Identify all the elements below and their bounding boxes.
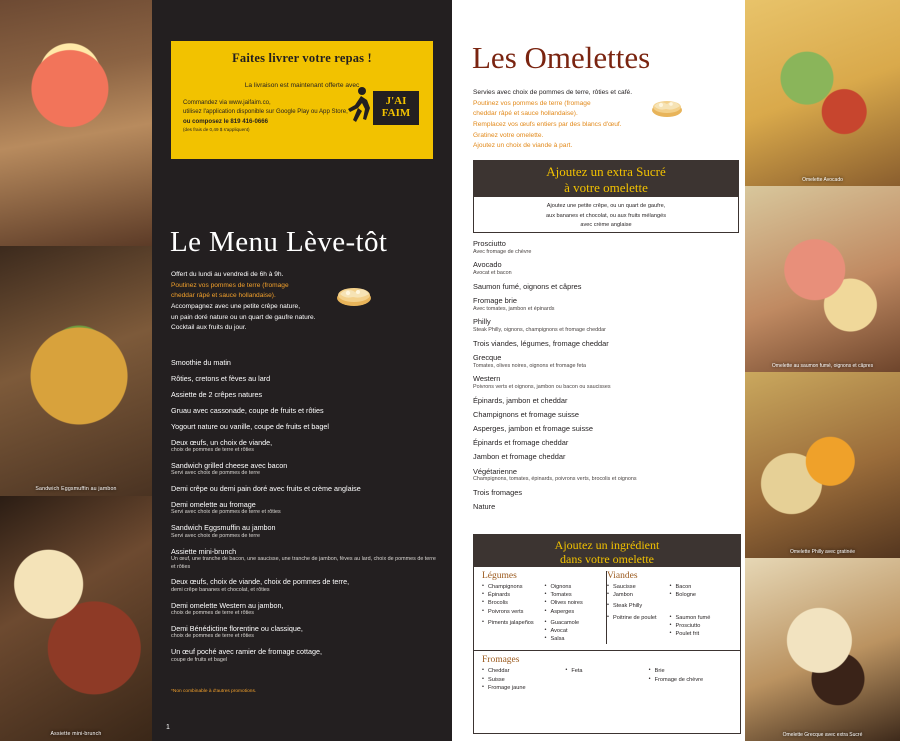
- photo-caption: Omelette au saumon fumé, oignons et câpres: [771, 363, 874, 369]
- delivery-line-3-note: (des frais de 0,49 $ s'appliquent): [183, 127, 250, 133]
- left-menu-title: Le Menu Lève-tôt: [170, 226, 388, 258]
- menu-item: [171, 547, 439, 571]
- menu-item-name: Philly: [473, 317, 491, 327]
- ingredient-item: • Poulet frit: [670, 630, 733, 638]
- extra-sucre-header: [473, 160, 739, 197]
- menu-item: [171, 374, 439, 383]
- ingredient-list: [482, 619, 545, 644]
- ingredient-item: • Piments jalapeños: [482, 619, 545, 627]
- menu-item-description: Servi avec choix de pommes de terre: [171, 532, 260, 539]
- menu-item-name: Demi omelette au fromage: [171, 500, 256, 510]
- menu-item-description: Avec fromage de chèvre: [473, 248, 532, 255]
- menu-item: [171, 601, 439, 618]
- menu-item-name: Saumon fumé, oignons et câpres: [473, 281, 582, 291]
- left-menu-note: *Non combinable à d'autres promotions.: [171, 689, 257, 694]
- page-number: 1: [166, 724, 170, 731]
- ingredient-item: • Fromage de chèvre: [649, 676, 732, 684]
- delivery-instructions: [183, 98, 361, 133]
- menu-item: [473, 396, 753, 406]
- photo-omelette-saumon: [745, 186, 900, 372]
- menu-item: [171, 647, 439, 664]
- ingredient-section-title: Légumes: [482, 571, 517, 581]
- menu-item-description: coupe de fruits et bagel: [171, 656, 228, 663]
- menu-item: [473, 410, 753, 420]
- extra-sucre-title-line1: Ajoutez un extra Sucré: [546, 164, 666, 179]
- ingredient-list: [545, 619, 608, 644]
- ingredient-group: [482, 667, 732, 692]
- menu-item-name: Avocado: [473, 260, 502, 270]
- menu-item-description: Servi avec choix de pommes de terre et rôties: [171, 509, 281, 516]
- ingredient-body: [474, 567, 740, 697]
- intro-line: cheddar râpé et sauce hollandaise).: [171, 292, 276, 300]
- menu-item: [171, 438, 439, 455]
- menu-item-name: Champignons et fromage suisse: [473, 409, 579, 419]
- extra-sucre-line2: aux bananes et chocolat, ou aux fruits mélangés: [545, 212, 667, 219]
- ingredient-item: • Bologne: [670, 591, 733, 599]
- ingredient-group: [607, 614, 732, 639]
- ingredient-section-title: Viandes: [607, 571, 638, 581]
- menu-item-description: choix de pommes de terre et rôties: [171, 610, 254, 617]
- menu-item-description: Servi avec choix de pommes de terre: [171, 470, 260, 477]
- ingredient-item: • Saucisse: [607, 583, 670, 591]
- menu-item-name: Végétarienne: [473, 466, 517, 476]
- menu-item-description: Tomates, olives noires, oignons et fromage feta: [473, 362, 586, 369]
- menu-item-name: Demi Bénédictine florentine ou classique,: [171, 624, 303, 634]
- menu-item-name: Sandwich grilled cheese avec bacon: [171, 460, 288, 470]
- menu-item-name: Fromage brie: [473, 295, 517, 305]
- menu-item: [473, 467, 753, 484]
- menu-item: [473, 488, 753, 498]
- ingredient-item: • Steak Philly: [607, 602, 670, 610]
- ingredient-list: [607, 602, 670, 610]
- menu-item-name: Épinards et fromage cheddar: [473, 438, 569, 448]
- photo-omelette-philly: [745, 372, 900, 558]
- menu-item: [171, 577, 439, 594]
- ingredient-section: [607, 571, 732, 646]
- extra-sucre-body: [473, 197, 739, 233]
- menu-item: [473, 374, 753, 391]
- menu-item-description: Avec tomates, jambon et épinards: [473, 305, 555, 312]
- menu-item-name: Jambon et fromage cheddar: [473, 452, 566, 462]
- delivery-line-3: ou composez le 819 416-0666: [183, 117, 269, 125]
- ingredient-item: • Brie: [649, 667, 732, 675]
- ingredient-header: [474, 535, 740, 567]
- menu-item: [171, 484, 439, 493]
- menu-item: [473, 502, 753, 512]
- ingredient-item: • Champignons: [482, 583, 545, 591]
- photo-mini-brunch: [0, 496, 152, 741]
- photo-eggsmuffin-sandwich: [0, 246, 152, 496]
- ingredient-title-line2: dans votre omelette: [560, 552, 654, 566]
- intro-line: Servies avec choix de pommes de terre, rôties et café.: [473, 89, 633, 96]
- menu-item-name: Prosciutto: [473, 239, 506, 248]
- photo-caption: Assiette mini-brunch: [50, 731, 102, 737]
- intro-line: Offert du lundi au vendredi de 6h à 9h.: [171, 271, 284, 278]
- menu-item-description: choix de pommes de terre et rôties: [171, 633, 254, 640]
- ingredient-group: [482, 583, 607, 616]
- ingredient-list: [670, 583, 733, 599]
- photo-omelette-avocado: [745, 0, 900, 186]
- delivery-box: [171, 41, 433, 159]
- ingredient-item: • Cheddar: [482, 667, 565, 675]
- menu-item-description: demi crêpe bananes et chocolat, et rôties: [171, 586, 270, 593]
- menu-item-name: Rôties, cretons et fèves au lard: [171, 373, 271, 383]
- intro-line: Ajoutez un choix de viande à part.: [473, 142, 573, 150]
- delivery-subtitle: La livraison est maintenant offerte avec: [244, 82, 360, 89]
- menu-item-name: Assiette de 2 crêpes natures: [171, 389, 263, 399]
- omelettes-title: Les Omelettes: [472, 40, 651, 75]
- menu-item: [171, 358, 439, 367]
- ingredient-list: [607, 583, 670, 599]
- ingredient-box: [473, 534, 741, 734]
- menu-item-name: Deux œufs, choix de viande, choix de pommes de terre,: [171, 577, 350, 587]
- ingredient-item: • Fromage jaune: [482, 684, 565, 692]
- ingredient-list: [482, 583, 545, 616]
- menu-item-name: Western: [473, 374, 501, 384]
- ingredient-item: • Tomates: [545, 591, 608, 599]
- menu-item: [171, 422, 439, 431]
- menu-item: [473, 424, 753, 434]
- ingredient-group: [607, 602, 732, 610]
- runner-icon: [345, 85, 375, 129]
- delivery-line-1: Commandez via www.jaifaim.co,: [183, 99, 271, 106]
- menu-item-name: Asperges, jambon et fromage suisse: [473, 424, 593, 434]
- ingredient-item: • Saumon fumé: [670, 614, 733, 622]
- menu-item-description: Poivrons verts et oignons, jambon ou bacon ou saucisses: [473, 383, 611, 390]
- menu-item-name: Un œuf poché avec ramier de fromage cottage,: [171, 647, 323, 657]
- ingredient-item: • Olives noires: [545, 599, 608, 607]
- left-menu-intro: [171, 270, 421, 334]
- photo-smoothie: [0, 0, 152, 246]
- intro-line: Poutinez vos pommes de terre (fromage: [171, 281, 289, 289]
- menu-item: [171, 390, 439, 399]
- photo-omelette-grecque: [745, 558, 900, 741]
- menu-item-name: Sandwich Eggsmuffin au jambon: [171, 523, 276, 533]
- photo-caption: Omelette Avocado: [802, 177, 843, 183]
- ingredient-list: [670, 614, 733, 639]
- ingredient-item: • Bacon: [670, 583, 733, 591]
- jaifaim-wordmark: [373, 91, 419, 125]
- intro-line: Remplacez vos œufs entiers par des blancs d'œuf.: [473, 121, 622, 129]
- ingredient-item: • Salsa: [545, 635, 608, 643]
- ingredient-group: [482, 619, 607, 644]
- right-photo-column: [745, 0, 900, 741]
- ingredient-list: [607, 614, 670, 639]
- menu-item: [473, 438, 753, 448]
- menu-item: [171, 406, 439, 415]
- menu-item-name: Trois viandes, légumes, fromage cheddar: [473, 338, 609, 348]
- ingredient-section-title: Fromages: [482, 655, 520, 666]
- ingredient-list: [482, 667, 565, 692]
- menu-item-name: Deux œufs, un choix de viande,: [171, 437, 273, 447]
- ingredient-title-line1: Ajoutez un ingrédient: [554, 538, 660, 552]
- ingredient-item: • Asperges: [545, 608, 608, 616]
- menu-item: [473, 260, 753, 277]
- photo-caption: Sandwich Eggsmuffin au jambon: [35, 486, 117, 492]
- delivery-line-2: utilisez l'application disponible sur Google Play ou App Store,: [183, 108, 348, 116]
- left-menu-items: [171, 358, 439, 671]
- ingredient-section: [482, 571, 607, 646]
- ingredient-section: [474, 651, 740, 697]
- delivery-title: Faites livrer votre repas !: [232, 51, 372, 65]
- menu-item: [171, 500, 439, 517]
- jaifaim-line1: J'AI: [385, 95, 407, 107]
- ingredient-item: • Épinards: [482, 591, 545, 599]
- menu-item-description: Un œuf, une tranche de bacon, une saucisse, une tranche de jambon, fèves au lard, choix de pommes de terre et rôties: [171, 556, 436, 570]
- menu-item: [473, 239, 753, 256]
- intro-line: cheddar râpé et sauce hollandaise).: [473, 110, 578, 118]
- menu-item-name: Demi omelette Western au jambon,: [171, 600, 284, 610]
- omelettes-intro: [473, 88, 738, 152]
- jaifaim-line2: FAIM: [381, 107, 411, 119]
- ingredient-item: • Feta: [565, 667, 648, 675]
- ingredient-item: • Avocat: [545, 627, 608, 635]
- menu-item-name: Demi crêpe ou demi pain doré avec fruits et crème anglaise: [171, 484, 361, 494]
- photo-caption: Omelette Grecque avec extra Sucré: [782, 732, 863, 738]
- ingredient-item: • Brocolis: [482, 599, 545, 607]
- menu-item: [473, 296, 753, 313]
- intro-line: Gratinez votre omelette.: [473, 131, 544, 139]
- intro-line: Poutinez vos pommes de terre (fromage: [473, 99, 591, 107]
- ingredient-list: [565, 667, 648, 692]
- left-photo-column: [0, 0, 152, 741]
- jaifaim-logo: [345, 85, 419, 131]
- menu-item-name: Trois fromages: [473, 488, 523, 498]
- menu-item: [171, 523, 439, 540]
- extra-sucre-title-line2: à votre omelette: [564, 180, 648, 195]
- menu-item: [473, 353, 753, 370]
- intro-line: Accompagnez avec une petite crêpe nature,: [171, 303, 301, 311]
- menu-item-name: Smoothie du matin: [171, 358, 231, 367]
- menu-item-name: Assiette mini-brunch: [171, 546, 237, 556]
- menu-item: [473, 339, 753, 349]
- extra-sucre-line1: Ajoutez une petite crêpe, ou un quart de gaufre,: [546, 203, 666, 209]
- ingredient-list: [670, 602, 733, 610]
- omelettes-items: [473, 239, 753, 516]
- menu-item: [473, 282, 753, 292]
- ingredient-item: • Prosciutto: [670, 622, 733, 630]
- menu-item-name: Nature: [473, 502, 496, 512]
- ingredient-item: • Poitrine de poulet: [607, 614, 670, 622]
- ingredient-group: [607, 583, 732, 599]
- intro-line: un pain doré nature ou un quart de gaufre nature.: [171, 313, 316, 321]
- menu-item: [171, 461, 439, 478]
- menu-item-description: choix de pommes de terre et rôties: [171, 446, 254, 453]
- poutine-icon: [333, 283, 375, 307]
- menu-item-name: Épinards, jambon et cheddar: [473, 395, 568, 405]
- ingredient-item: • Guacamole: [545, 619, 608, 627]
- ingredient-columns: [482, 571, 732, 646]
- ingredient-item: • Suisse: [482, 676, 565, 684]
- menu-item-name: Grecque: [473, 352, 502, 362]
- ingredient-item: • Poivrons verts: [482, 608, 545, 616]
- ingredient-section-top: [474, 567, 740, 648]
- ingredient-item: • Oignons: [545, 583, 608, 591]
- menu-item: [171, 624, 439, 641]
- ingredient-list: [649, 667, 732, 692]
- ingredient-list: [545, 583, 608, 616]
- menu-item-description: Champignons, tomates, épinards, poivrons verts, brocolis et oignons: [473, 476, 637, 483]
- menu-item: [473, 317, 753, 334]
- menu-item-name: Yogourt nature ou vanille, coupe de fruits et bagel: [171, 421, 329, 431]
- extra-sucre-box: [473, 160, 739, 233]
- intro-line: Cocktail aux fruits du jour.: [171, 324, 247, 332]
- menu-item-name: Gruau avec cassonade, coupe de fruits et rôties: [171, 405, 324, 415]
- menu-item: [473, 452, 753, 462]
- menu-item-description: Avocat et bacon: [473, 269, 512, 276]
- poutine-icon: [648, 96, 686, 118]
- photo-caption: Omelette Philly avec gratinée: [789, 549, 856, 555]
- menu-item-description: Steak Philly, oignons, champignons et fromage cheddar: [473, 326, 606, 333]
- extra-sucre-line3: avec crème anglaise: [580, 222, 632, 228]
- ingredient-item: • Jambon: [607, 591, 670, 599]
